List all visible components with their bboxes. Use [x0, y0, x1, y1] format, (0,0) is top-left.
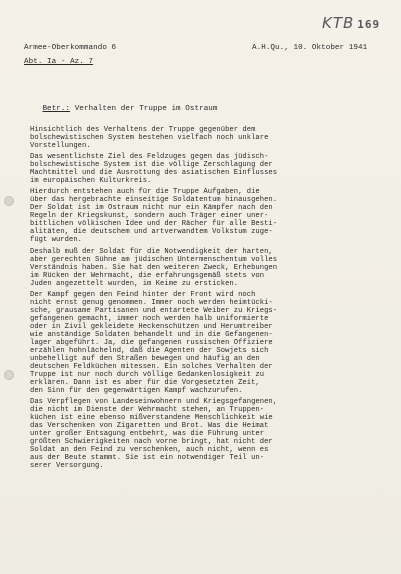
subject-line [24, 97, 218, 121]
body-line: nicht ernst genug genommen. Immer noch werden heimtücki- [30, 299, 273, 307]
body-line: Hierdurch entstehen auch für die Truppe Aufgaben, die [30, 188, 260, 196]
header-reference: Abt. Ia - Az. 7 [24, 58, 94, 66]
body-line: unter großer Entsagung entbehrt, was die Führung unter [30, 430, 265, 438]
body-line: Vorstellungen. [30, 142, 91, 150]
body-line: lager abgeführt. Ja, die gefangenen russischen Offiziere [30, 339, 273, 347]
body-line: gefangenen gemacht, immer noch werden halb uniformierte [30, 315, 269, 323]
header-place-date: A.H.Qu., 10. Oktober 1941 [252, 44, 368, 52]
body-line: Das Verpflegen von Landeseinwohnern und Kriegsgefangenen, [30, 398, 278, 406]
body-line: erklären. Dann ist es aber für die Vorgesetzten Zeit, [30, 379, 260, 387]
body-line: Deshalb muß der Soldat für die Notwendigkeit der harten, [30, 248, 273, 256]
body-line: erzählen hohnlächelnd, daß die Agenten der Sowjets sich [30, 347, 269, 355]
body-line: Verständnis haben. Sie hat den weiteren Zweck, Erhebungen [30, 264, 278, 272]
archive-stamp [322, 14, 380, 32]
body-line: den Sinn für den gegenwärtigen Kampf wachzurufen. [30, 387, 243, 395]
body-line: Der Kampf gegen den Feind hinter der Front wird noch [30, 291, 256, 299]
punch-hole [4, 196, 14, 206]
stamp-number: 169 [357, 18, 381, 31]
body-line: oder in Zivil gekleidete Heckenschützen und Herumtreiber [30, 323, 273, 331]
body-line: fügt wurden. [30, 236, 83, 244]
subject-text: Verhalten der Truppe im Ostraum [74, 105, 218, 113]
body-line: Soldat an den Feind zu verschenken, auch nicht, wenn es [30, 446, 269, 454]
body-line: im europäischen Kulturkreis. [30, 177, 152, 185]
punch-hole [4, 370, 14, 380]
body-line: alitäten, die deutschem und artverwandtem Volkstum zuge- [30, 228, 273, 236]
body-line: aus der Beute stammt. Sie ist ein notwendiger Teil un- [30, 454, 265, 462]
body-line: Der Soldat ist im Ostraum nicht nur ein Kämpfer nach den [30, 204, 273, 212]
body-line: Machtmittel und die Ausrottung des asiatischen Einflusses [30, 169, 278, 177]
body-line: deutschen Feldküchen mitessen. Ein solches Verhalten der [30, 363, 273, 371]
body-line: Hinsichtlich des Verhaltens der Truppe gegenüber dem [30, 126, 256, 134]
body-line: über das hergebrachte einseitige Soldatentum hinausgehen. [30, 196, 278, 204]
body-line: bittlichen völkischen Idee und der Rächer für alle Besti- [30, 220, 278, 228]
body-line: größten Schwierigkeiten nach vorne bringt, hat nicht der [30, 438, 273, 446]
body-line: Truppe ist nur noch durch völlige Gedankenlosigkeit zu [30, 371, 265, 379]
body-line: Juden angezettelt wurden, im Keime zu ersticken. [30, 280, 239, 288]
body-line: unbehelligt auf den Straßen bewegen und häufig an den [30, 355, 260, 363]
body-line: sche, grausame Partisanen und entartete Weiber zu Kriegs- [30, 307, 278, 315]
body-line: bolschewistischen System bestehen vielfach noch unklare [30, 134, 269, 142]
stamp-text: KTB [322, 14, 355, 32]
body-line: bolschewistische System ist die völlige Zerschlagung der [30, 161, 273, 169]
body-line: Das wesentlichste Ziel des Feldzuges gegen das jüdisch- [30, 153, 269, 161]
body-line: küchen ist eine ebenso mißverstandene Menschlichkeit wie [30, 414, 273, 422]
body-line: Regeln der Kriegskunst, sondern auch Träger einer uner- [30, 212, 269, 220]
body-line: die nicht im Dienste der Wehrmacht stehen, an Truppen- [30, 406, 265, 414]
body-line: im Rücken der Wehrmacht, die erfahrungsgemäß stets von [30, 272, 265, 280]
subject-label: Betr.: [42, 105, 71, 113]
body-line: serer Versorgung. [30, 462, 104, 470]
body-line: aber gerechten Sühne am jüdischen Untermenschentum volles [30, 256, 278, 264]
body-line: wie anständige Soldaten behandelt und in die Gefangenen- [30, 331, 273, 339]
header-org: Armee-Oberkommando 6 [24, 44, 117, 52]
body-line: das Verschenken von Zigaretten und Brot. Was die Heimat [30, 422, 269, 430]
